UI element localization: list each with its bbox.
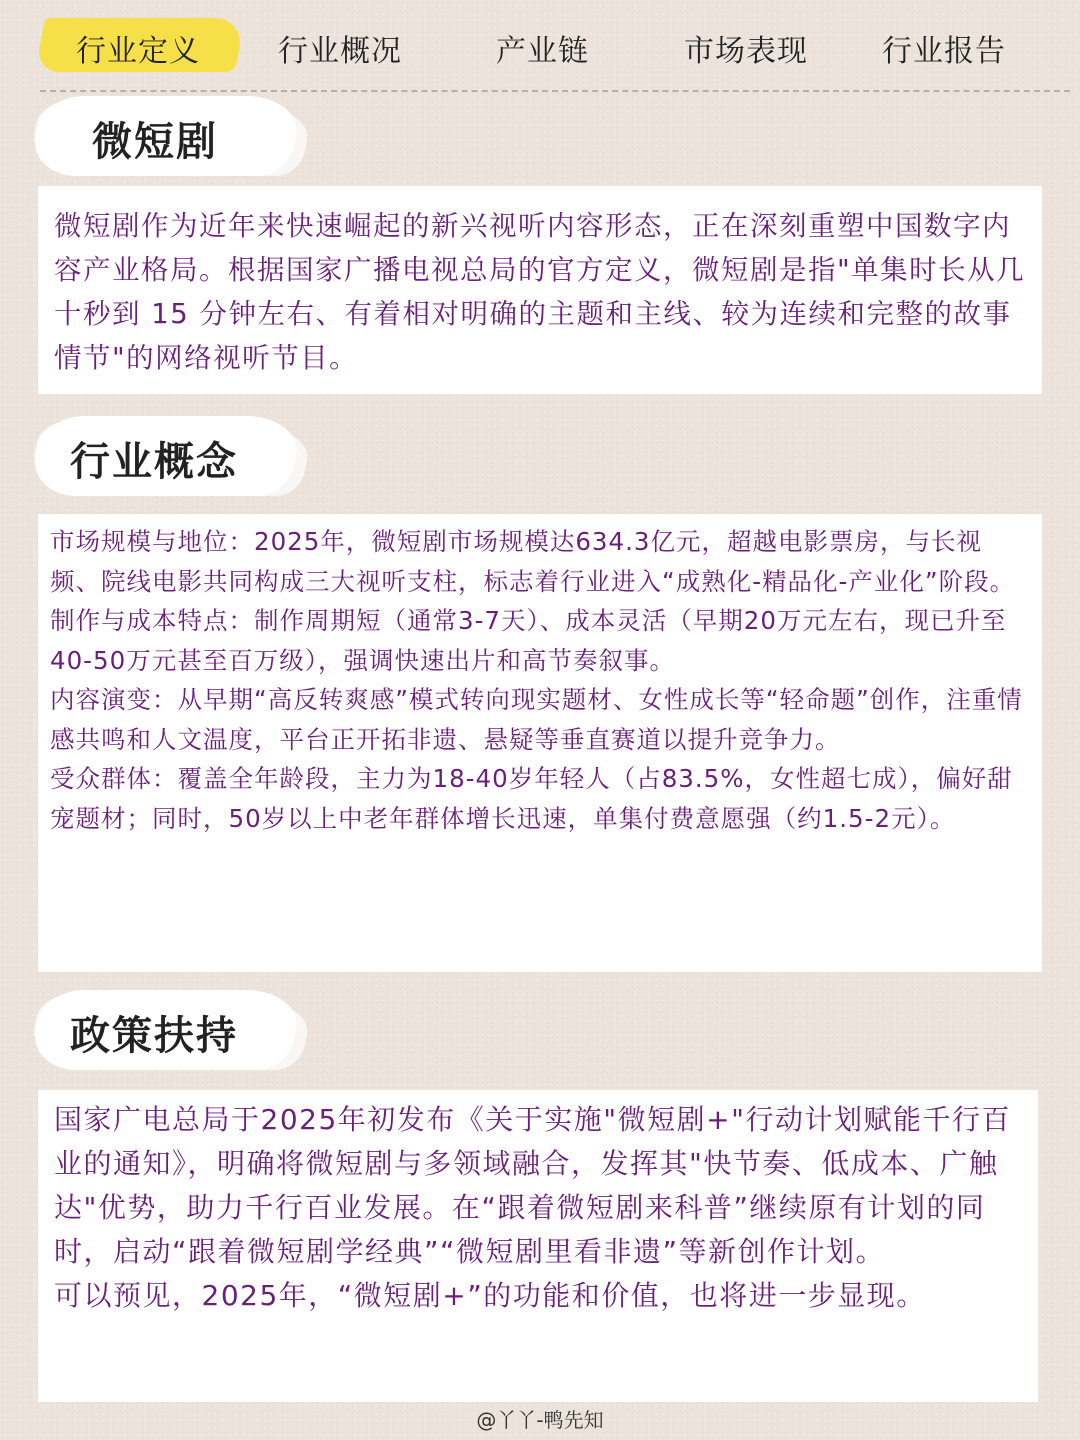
audience-paragraph: 受众群体：覆盖全年龄段，主力为18-40岁年轻人（占83.5%，女性超七成），偏好甜宠题材；同时，50岁以上中老年群体增长迅速，单集付费意愿强（约1.5-2元）。	[50, 764, 1013, 833]
market-scale-paragraph: 市场规模与地位：2025年，微短剧市场规模达634.3亿元，超越电影票房，与长视频、院线电影共同构成三大视听支柱，标志着行业进入“成熟化-精品化-产业化”阶段。	[50, 527, 1016, 596]
definition-panel	[38, 186, 1042, 394]
tabs-divider	[40, 90, 1070, 92]
industry-concept-panel	[38, 514, 1042, 972]
tab-industry-overview[interactable]: 行业概况	[278, 34, 402, 69]
definition-paragraph: 微短剧作为近年来快速崛起的新兴视听内容形态，正在深刻重塑中国数字内容产业格局。根据国家广播电视总局的官方定义，微短剧是指"单集时长从几十秒到 15 分钟左右、有着相对明确的主题和主线、较为连续和完整的故事情节"的网络视听节目。	[54, 210, 1026, 374]
tab-market-performance[interactable]: 市场表现	[684, 34, 808, 69]
section-heading: 行业概念	[70, 439, 238, 485]
production-cost-paragraph: 制作与成本特点：制作周期短（通常3-7天）、成本灵活（早期20万元左右，现已升至40-50万元甚至百万级），强调快速出片和高节奏叙事。	[50, 606, 1007, 675]
section-heading: 政策扶持	[70, 1013, 238, 1059]
tab-industry-chain[interactable]: 产业链	[496, 34, 589, 69]
top-nav-tabs	[0, 10, 1080, 82]
tab-industry-definition[interactable]: 行业定义	[76, 34, 200, 69]
policy-support-panel	[38, 1090, 1038, 1402]
outlook-paragraph: 可以预见，2025年，“微短剧+”的功能和价值，也将进一步显现。	[54, 1279, 926, 1312]
policy-paragraph: 国家广电总局于2025年初发布《关于实施"微短剧+"行动计划赋能千行百业的通知》，明确将微短剧与多领域融合，发挥其"快节奏、低成本、广触达"优势，助力千行百业发展。在“跟着微短剧来科普”继续原有计划的同时，启动“跟着微短剧学经典”“微短剧里看非遗”等新创作计划。	[54, 1103, 1011, 1268]
tab-industry-report[interactable]: 行业报告	[882, 34, 1006, 69]
author-watermark: @丫丫-鸭先知	[476, 1408, 604, 1432]
section-heading: 微短剧	[92, 119, 218, 165]
content-evolution-paragraph: 内容演变：从早期“高反转爽感”模式转向现实题材、女性成长等“轻命题”创作，注重情感共鸣和人文温度，平台正开拓非遗、悬疑等垂直赛道以提升竞争力。	[50, 685, 1023, 754]
